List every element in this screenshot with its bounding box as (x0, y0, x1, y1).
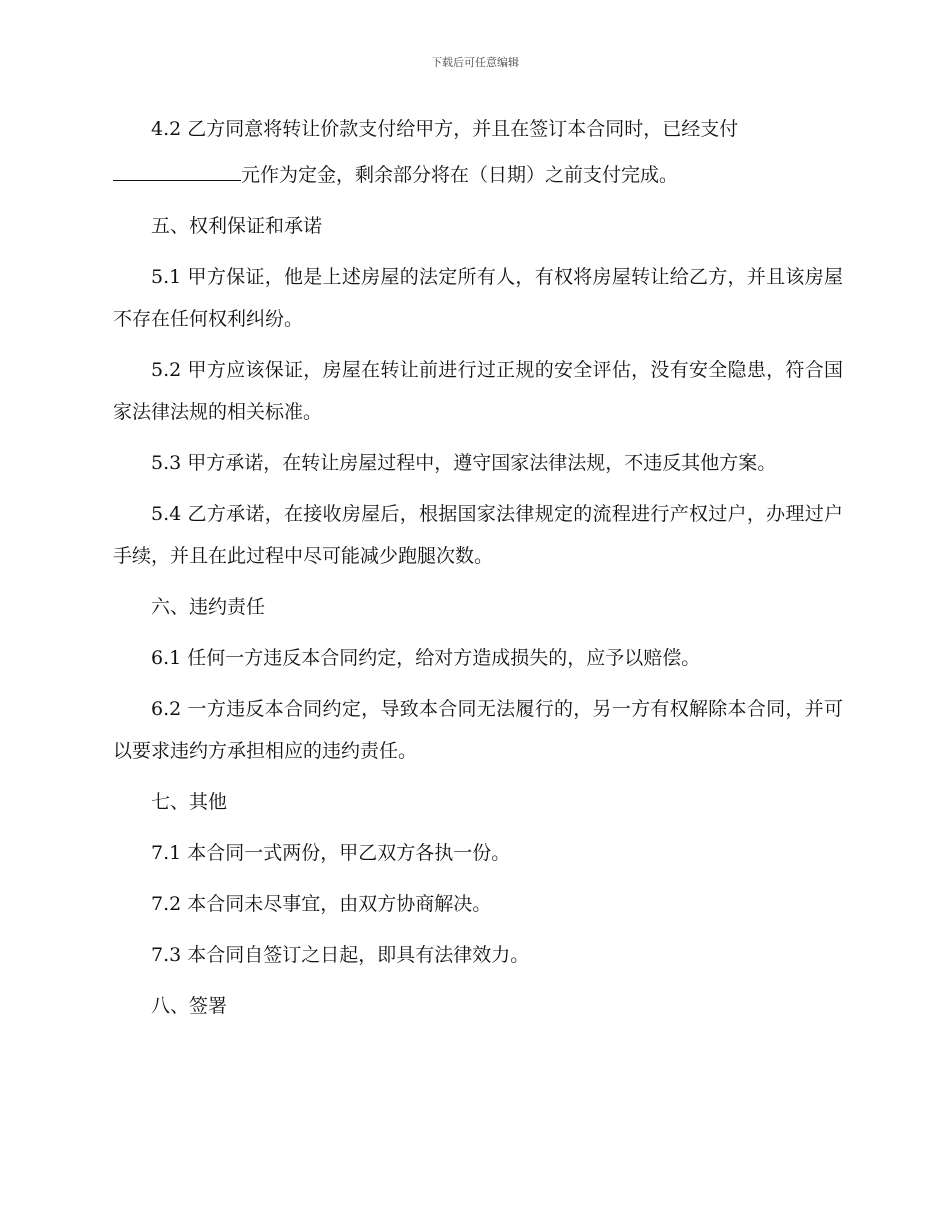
clause-5-2: 5.2 甲方应该保证，房屋在转让前进行过正规的安全评估，没有安全隐患，符合国家法律法规的相关标准。 (113, 359, 843, 423)
section-heading-6: 六、违约责任 (151, 596, 266, 618)
clause-5-3: 5.3 甲方承诺，在转让房屋过程中，遵守国家法律法规，不违反其他方案。 (151, 452, 777, 474)
clause-7-3: 7.3 本合同自签订之日起，即具有法律效力。 (151, 944, 530, 966)
document-body (113, 108, 843, 1036)
clause-7-1: 7.1 本合同一式两份，甲乙双方各执一份。 (151, 842, 511, 864)
clause-4-2 (113, 108, 843, 196)
deposit-amount-blank (113, 150, 241, 181)
section-heading-5: 五、权利保证和承诺 (151, 215, 323, 237)
clause-4-2-text-a: 4.2 乙方同意将转让价款支付给甲方，并且在签订本合同时，已经支付 (151, 118, 739, 140)
clause-4-2-text-b: 元作为定金，剩余部分将在（日期）之前支付完成。 (241, 164, 679, 186)
clause-5-1: 5.1 甲方保证，他是上述房屋的法定所有人，有权将房屋转让给乙方，并且该房屋不存在任何权利纠纷。 (113, 266, 843, 330)
section-heading-7: 七、其他 (151, 791, 228, 813)
clause-7-2: 7.2 本合同未尽事宜，由双方协商解决。 (151, 893, 492, 915)
section-heading-8: 八、签署 (151, 995, 228, 1017)
clause-6-1: 6.1 任何一方违反本合同约定，给对方造成损失的，应予以赔偿。 (151, 647, 701, 669)
clause-6-2: 6.2 一方违反本合同约定，导致本合同无法履行的，另一方有权解除本合同，并可以要求违约方承担相应的违约责任。 (113, 698, 843, 762)
page-header: 下载后可任意编辑 (431, 56, 519, 69)
clause-5-4: 5.4 乙方承诺，在接收房屋后，根据国家法律规定的流程进行产权过户，办理过户手续，并且在此过程中尽可能减少跑腿次数。 (113, 503, 843, 567)
